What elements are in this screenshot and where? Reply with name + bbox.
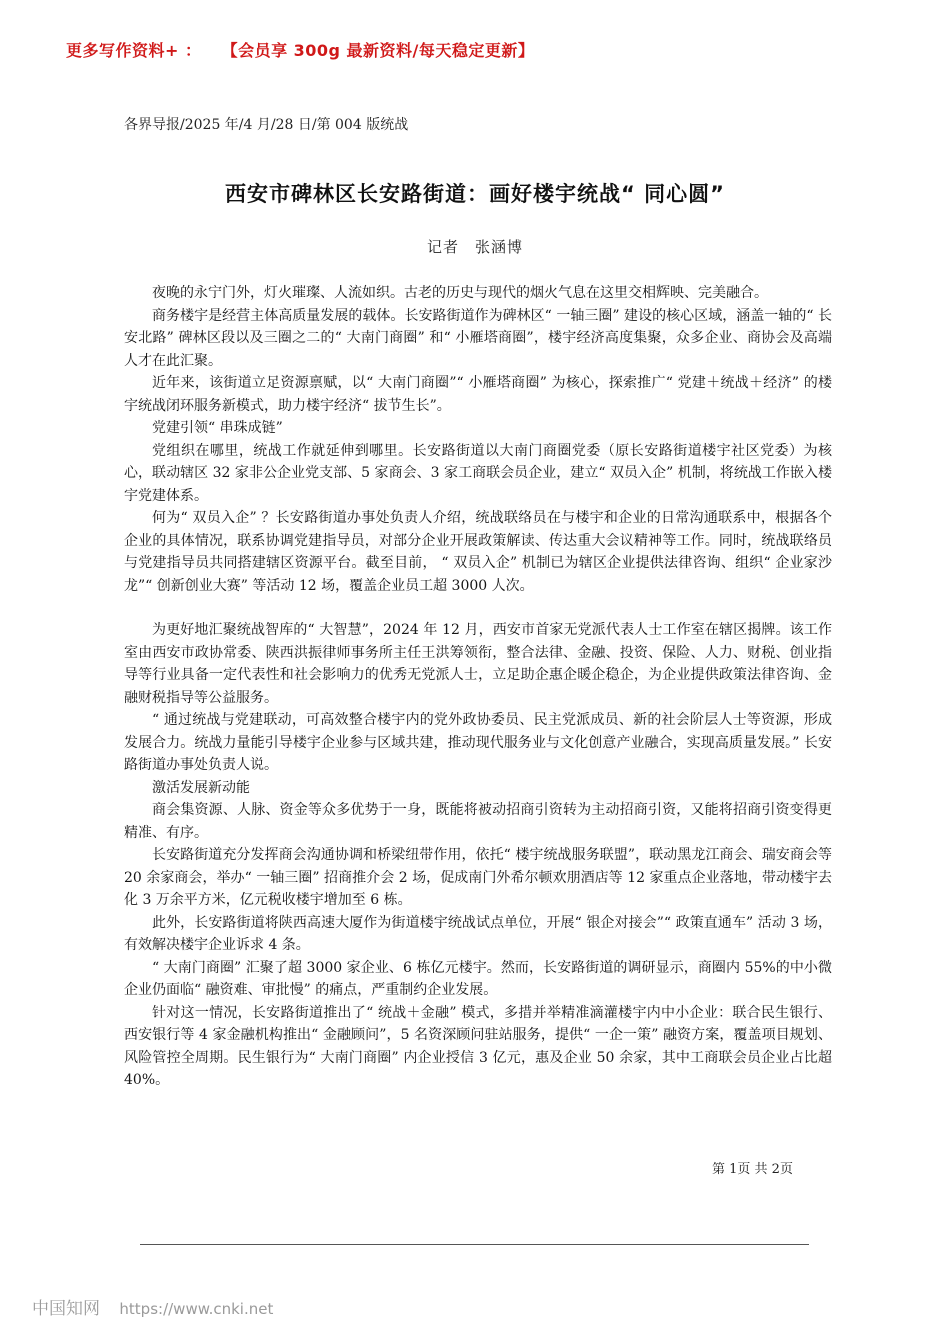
source-line: 各界导报/2025 年/4 月/28 日/第 004 版统战 <box>124 117 409 133</box>
section-heading: 党建引领“ 串珠成链” <box>152 420 283 436</box>
paragraph: 为更好地汇聚统战智库的“ 大智慧”，2024 年 12 月，西安市首家无党派代表人士工作室在辖区揭牌。该工作室由西安市政协常委、陕西洪振律师事务所主任王洪筹领衔，整合法律、金融、投资、保险、人力、财税、创业指导等行业具备一定代表性和社会影响力的优秀无党派人士，立足助企惠企暖企稳企，为企业提供政策法律咨询、金融财税指导等公益服务。 <box>124 622 832 706</box>
promo-banner-right: 【会员享 300g 最新资料/每天稳定更新】 <box>221 41 535 60</box>
article-author: 记者 张涵博 <box>426 238 523 256</box>
watermark-brand: 中国知网 <box>32 1299 100 1319</box>
watermark <box>32 1294 273 1319</box>
promo-banner-left: 更多写作资料+ ： <box>66 41 202 60</box>
paragraph: 党组织在哪里，统战工作就延伸到哪里。长安路街道以大南门商圈党委（原长安路街道楼宇社区党委）为核心，联动辖区 32 家非公企业党支部、5 家商会、3 家工商联会员企业，建立“ 双员入企” 机制，将统战工作嵌入楼宇党建体系。 <box>124 442 832 504</box>
page-number: 第 1页 共 2页 <box>712 1162 793 1177</box>
promo-banner <box>66 38 534 61</box>
watermark-url: https://www.cnki.net <box>119 1300 274 1318</box>
footer-divider <box>140 1244 809 1245</box>
article-body <box>124 282 832 1092</box>
paragraph: 长安路街道充分发挥商会沟通协调和桥梁纽带作用，依托“ 楼宇统战服务联盟”，联动黑龙江商会、瑞安商会等 20 余家商会，举办“ 一轴三圈” 招商推介会 2 场，促成南门外希尔顿欢朋酒店等 12 家重点企业落地，带动楼宇去化 3 万余平方米，亿元税收楼宇增加至 6 栋。 <box>124 847 832 908</box>
paragraph: 针对这一情况，长安路街道推出了“ 统战＋金融” 模式，多措并举精准滴灌楼宇内中小企业：联合民生银行、西安银行等 4 家金融机构推出“ 金融顾问”，5 名资深顾问驻站服务，提供“ 一企一策” 融资方案，覆盖项目规划、风险管控全周期。民生银行为“ 大南门商圈” 内企业授信 3 亿元，惠及企业 50 余家，其中工商联会员企业占比超 40%。 <box>124 1004 832 1088</box>
section-heading: 激活发展新动能 <box>152 779 250 796</box>
paragraph: 商务楼宇是经营主体高质量发展的载体。长安路街道作为碑林区“ 一轴三圈” 建设的核心区域，涵盖一轴的“ 长安北路” 碑林区段以及三圈之二的“ 大南门商圈” 和“ 小雁塔商圈”，楼宇经济高度集聚，众多企业、商协会及高端人才在此汇聚。 <box>124 307 832 369</box>
paragraph: 何为“ 双员入企” ？长安路街道办事处负责人介绍，统战联络员在与楼宇和企业的日常沟通联系中，根据各个企业的具体情况，联系协调党建指导员，对部分企业开展政策解读、传达重大会议精神等工作。同时，统战联络员与党建指导员共同搭建辖区资源平台。截至目前， “ 双员入企” 机制已为辖区企业提供法律咨询、组织“ 企业家沙龙”“ 创新创业大赛” 等活动 12 场，覆盖企业员工超 3000 人次。 <box>124 510 832 594</box>
article-title: 西安市碑林区长安路街道：画好楼宇统战“ 同心圆” <box>225 182 725 206</box>
paragraph: “ 大南门商圈” 汇聚了超 3000 家企业、6 栋亿元楼宇。然而，长安路街道的调研显示，商圈内 55%的中小微企业仍面临“ 融资难、审批慢” 的痛点，严重制约企业发展。 <box>124 959 832 998</box>
paragraph: 商会集资源、人脉、资金等众多优势于一身，既能将被动招商引资转为主动招商引资，又能将招商引资变得更精准、有序。 <box>124 802 832 841</box>
paragraph: 夜晚的永宁门外，灯火璀璨、人流如织。古老的历史与现代的烟火气息在这里交相辉映、完美融合。 <box>152 285 768 301</box>
paragraph: “ 通过统战与党建联动，可高效整合楼宇内的党外政协委员、民主党派成员、新的社会阶层人士等资源，形成发展合力。统战力量能引导楼宇企业参与区域共建，推动现代服务业与文化创意产业融合，实现高质量发展。” 长安路街道办事处负责人说。 <box>124 712 832 773</box>
paragraph: 近年来，该街道立足资源禀赋，以“ 大南门商圈”“ 小雁塔商圈” 为核心，探索推广“ 党建＋统战＋经济” 的楼宇统战闭环服务新模式，助力楼宇经济“ 拔节生长”。 <box>124 375 832 414</box>
paragraph: 此外，长安路街道将陕西高速大厦作为街道楼宇统战试点单位，开展“ 银企对接会”“ 政策直通车” 活动 3 场，有效解决楼宇企业诉求 4 条。 <box>124 914 832 953</box>
